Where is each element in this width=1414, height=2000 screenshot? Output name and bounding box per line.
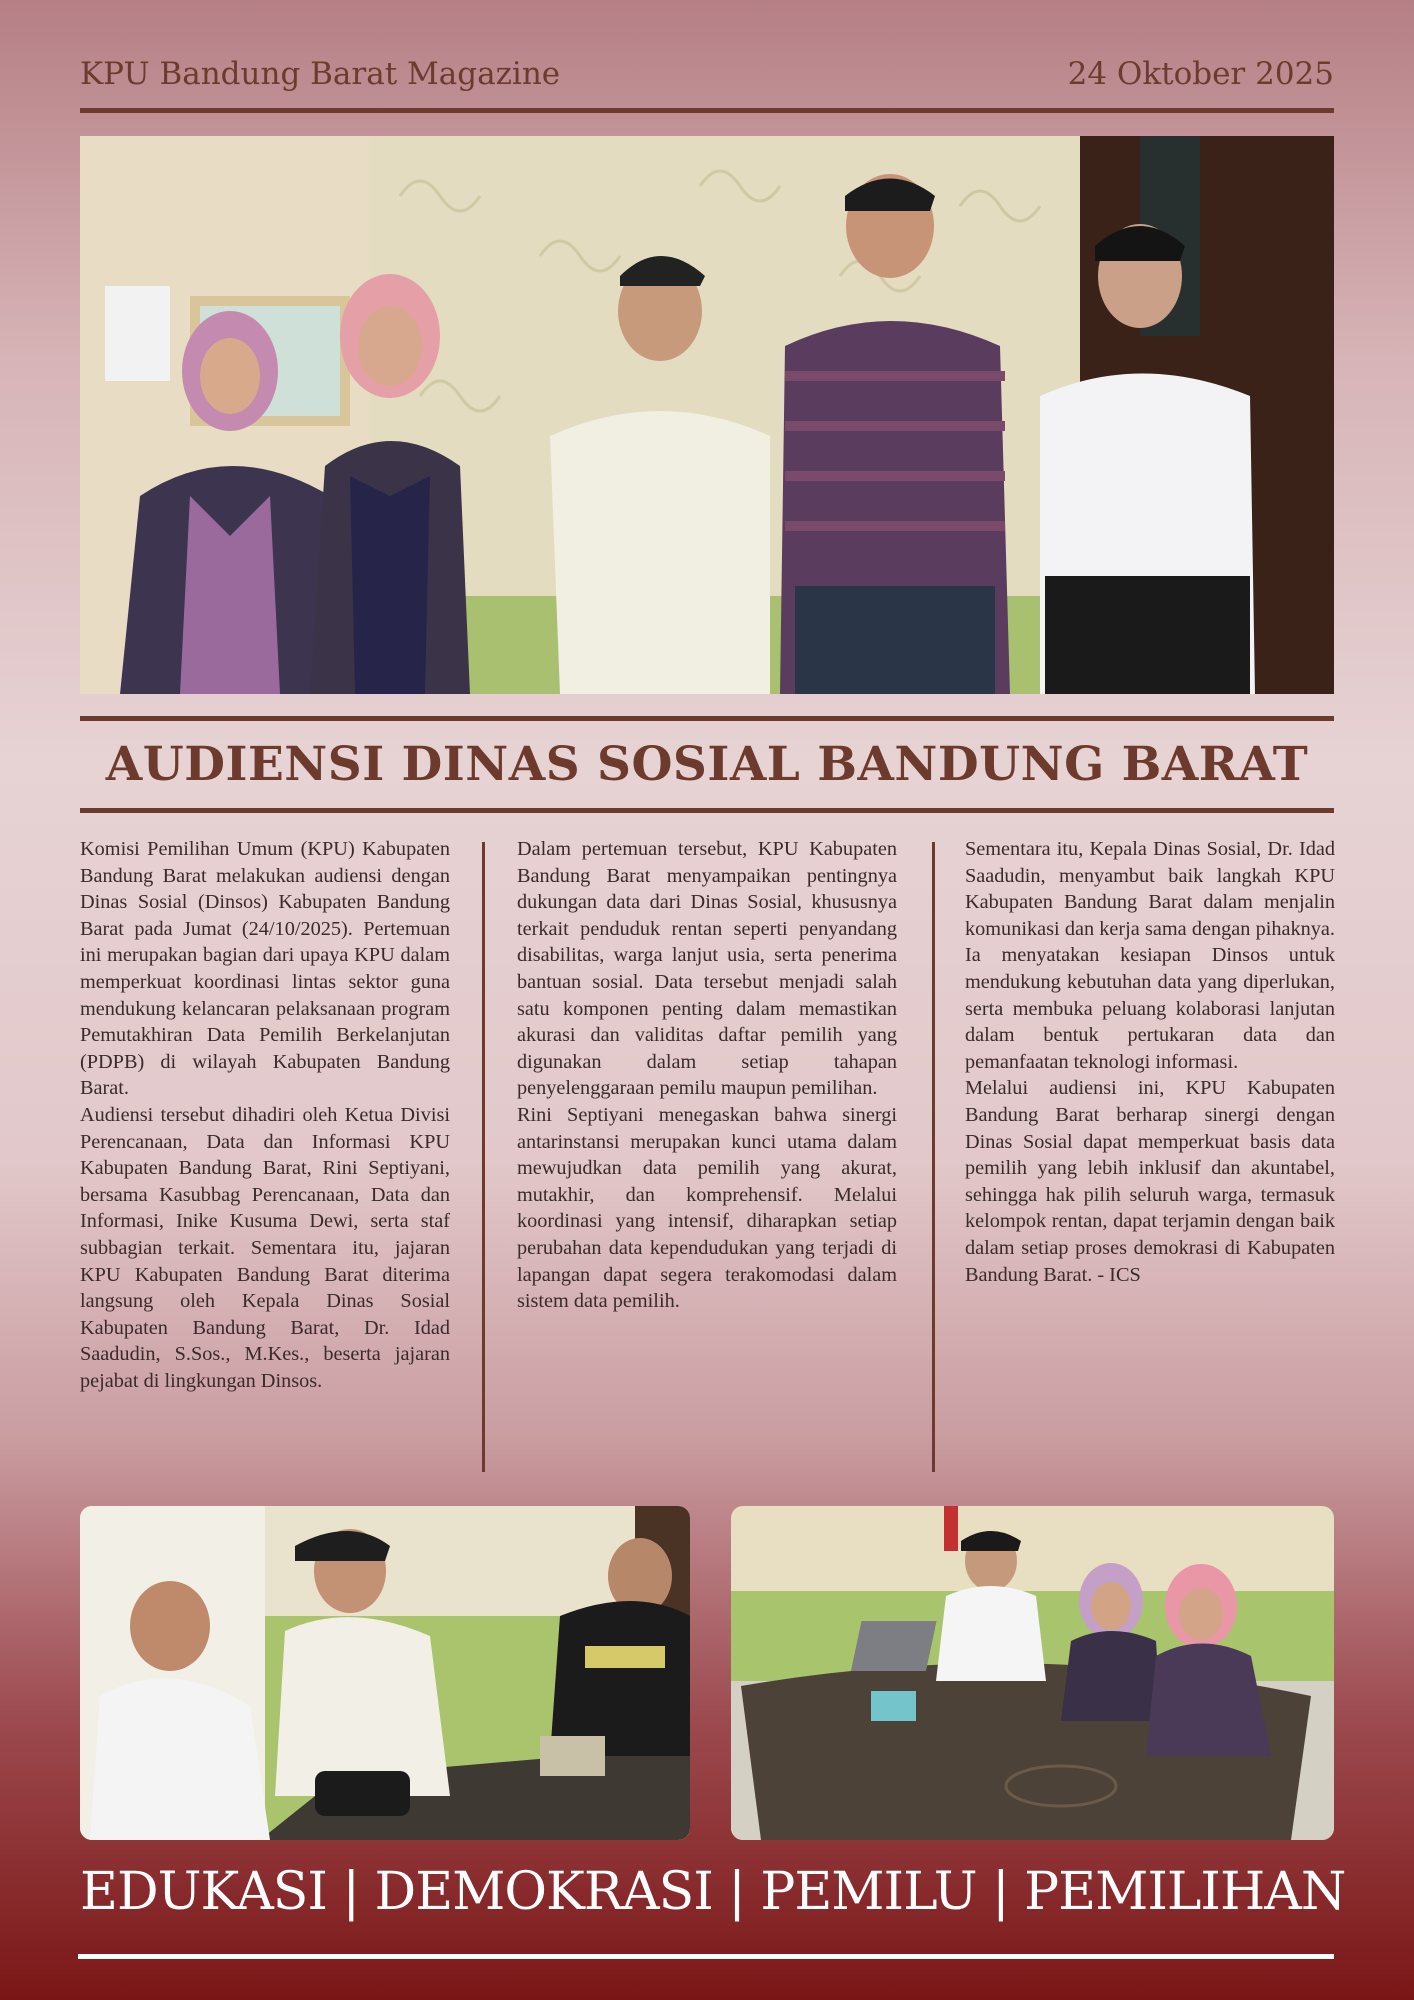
paragraph: Komisi Pemilihan Umum (KPU) Kabupaten Bandung Barat melakukan audiensi dengan Dinas Sosial (Dinsos) Kabupaten Bandung Barat pada Jumat (24/10/2025). Pertemuan ini merupakan bagian dari upaya KPU dalam memperkuat koordinasi lintas sektor guna mendukung kelancaran pelaksanaan program Pemutakhiran Data Pemilih Berkelanjutan (PDPB) di wilayah Kabupaten Bandung Barat.: [80, 838, 450, 1100]
meeting-photo-right: [731, 1506, 1334, 1840]
headline-top-rule: [80, 716, 1334, 721]
meeting-photo-left: [80, 1506, 690, 1840]
headline-bottom-rule: [80, 808, 1334, 813]
article-column-3: [965, 836, 1335, 1288]
paragraph: Dalam pertemuan tersebut, KPU Kabupaten Bandung Barat menyampaikan pentingnya dukungan data dari Dinas Sosial, khususnya terkait penduduk rentan seperti penyandang disabilitas, warga lanjut usia, serta penerima bantuan sosial. Data tersebut menjadi salah satu komponen penting dalam memastikan akurasi dan validitas daftar pemilih yang digunakan dalam setiap tahapan penyelenggaraan pemilu maupun pemilihan.: [517, 838, 897, 1100]
paragraph: Melalui audiensi ini, KPU Kabupaten Bandung Barat berharap sinergi dengan Dinas Sosial dapat memperkuat basis data pemilih yang lebih inklusif dan akuntabel, sehingga hak pilih seluruh warga, termasuk kelompok rentan, dapat terjamin dengan baik dalam setiap proses demokrasi di Kabupaten Bandung Barat. - ICS: [965, 1077, 1335, 1286]
article-headline: AUDIENSI DINAS SOSIAL BANDUNG BARAT: [105, 737, 1309, 792]
masthead: [80, 52, 1334, 96]
column-divider: [932, 842, 935, 1472]
article-column-2: [517, 836, 897, 1315]
group-photo: [80, 136, 1334, 694]
footer-rule: [78, 1954, 1334, 1959]
article-column-1: [80, 836, 450, 1394]
issue-date: 24 Oktober 2025: [1067, 56, 1334, 92]
footer-tagline: EDUKASI | DEMOKRASI | PEMILU | PEMILIHAN: [80, 1862, 1346, 1922]
paragraph: Rini Septiyani menegaskan bahwa sinergi antarinstansi merupakan kunci utama dalam mewujudkan data pemilih yang akurat, mutakhir, dan komprehensif. Melalui koordinasi yang intensif, diharapkan setiap perubahan data kependudukan yang terjadi di lapangan dapat segera terakomodasi dalam sistem data pemilih.: [517, 1103, 897, 1313]
column-divider: [482, 842, 485, 1472]
paragraph: Sementara itu, Kepala Dinas Sosial, Dr. Idad Saadudin, menyambut baik langkah KPU Kabupaten Bandung Barat dalam menjalin komunikasi dan kerja sama dengan pihaknya. Ia menyatakan kesiapan Dinsos untuk mendukung kebutuhan data yang diperlukan, serta membuka peluang kolaborasi lanjutan dalam bentuk pertukaran data dan pemanfaatan teknologi informasi.: [965, 838, 1335, 1073]
publication-name: KPU Bandung Barat Magazine: [80, 56, 561, 92]
paragraph: Audiensi tersebut dihadiri oleh Ketua Divisi Perencanaan, Data dan Informasi KPU Kabupaten Bandung Barat, Rini Septiyani, bersama Kasubbag Perencanaan, Data dan Informasi, Inike Kusuma Dewi, serta staf subbagian terkait. Sementara itu, jajaran KPU Kabupaten Bandung Barat diterima langsung oleh Kepala Dinas Sosial Kabupaten Bandung Barat, Dr. Idad Saadudin, S.Sos., M.Kes., beserta jajaran pejabat di lingkungan Dinsos.: [80, 1103, 450, 1392]
masthead-divider: [80, 108, 1334, 113]
